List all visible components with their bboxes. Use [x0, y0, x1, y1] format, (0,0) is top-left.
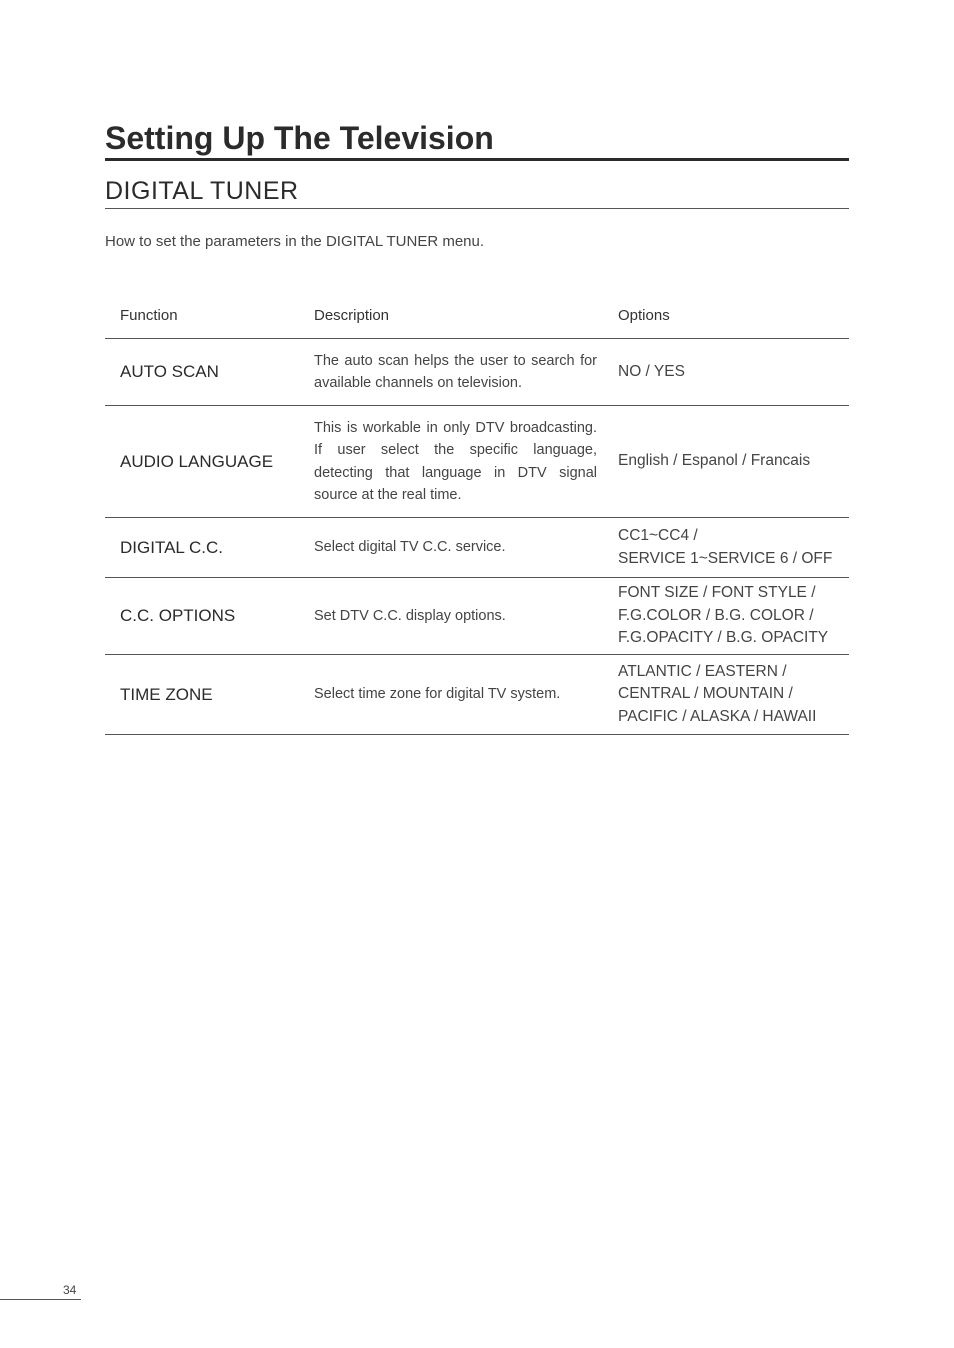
function-cell: AUDIO LANGUAGE: [105, 406, 299, 518]
description-cell: The auto scan helps the user to search for available channels on television.: [299, 339, 603, 406]
page-number: 34: [63, 1283, 77, 1297]
digital-tuner-table: [105, 292, 849, 735]
options-line: F.G.OPACITY / B.G. OPACITY: [618, 629, 829, 647]
column-header-description: Description: [299, 292, 603, 339]
function-cell: DIGITAL C.C.: [105, 518, 299, 578]
section-title: DIGITAL TUNER: [105, 177, 299, 205]
section-divider: [105, 208, 849, 209]
options-cell: [603, 339, 849, 406]
intro-text: How to set the parameters in the DIGITAL TUNER menu.: [105, 233, 485, 250]
table-row: [105, 518, 849, 578]
page-title: Setting Up The Television: [105, 120, 494, 156]
function-cell: TIME ZONE: [105, 655, 299, 735]
table-row: [105, 406, 849, 518]
options-line: NO / YES: [618, 362, 685, 380]
options-line: F.G.COLOR / B.G. COLOR /: [618, 606, 814, 624]
table-header-row: [105, 292, 849, 339]
description-cell: This is workable in only DTV broadcasting. If user select the specific language, detecting that language in DTV signal source at the real time.: [299, 406, 603, 518]
table-row: [105, 578, 849, 655]
options-line: CC1~CC4 /: [618, 527, 698, 544]
options-cell: [603, 655, 849, 735]
options-cell: [603, 406, 849, 518]
function-cell: AUTO SCAN: [105, 339, 299, 406]
column-header-function: Function: [105, 292, 299, 339]
options-cell: [603, 518, 849, 578]
column-header-options: Options: [603, 292, 849, 339]
function-cell: C.C. OPTIONS: [105, 578, 299, 655]
options-line: English / Espanol / Francais: [618, 452, 811, 470]
options-line: CENTRAL / MOUNTAIN /: [618, 685, 793, 703]
options-line: ATLANTIC / EASTERN /: [618, 662, 787, 680]
options-line: SERVICE 1~SERVICE 6 / OFF: [618, 549, 833, 567]
description-cell: Set DTV C.C. display options.: [299, 578, 603, 655]
description-cell: Select time zone for digital TV system.: [299, 655, 603, 735]
footer-divider: [0, 1299, 81, 1300]
description-cell: Select digital TV C.C. service.: [299, 518, 603, 578]
options-line: FONT SIZE / FONT STYLE /: [618, 584, 816, 602]
table-row: [105, 655, 849, 735]
options-cell: [603, 578, 849, 655]
title-divider: [105, 158, 849, 161]
table-row: [105, 339, 849, 406]
options-line: PACIFIC / ALASKA / HAWAII: [618, 707, 817, 725]
